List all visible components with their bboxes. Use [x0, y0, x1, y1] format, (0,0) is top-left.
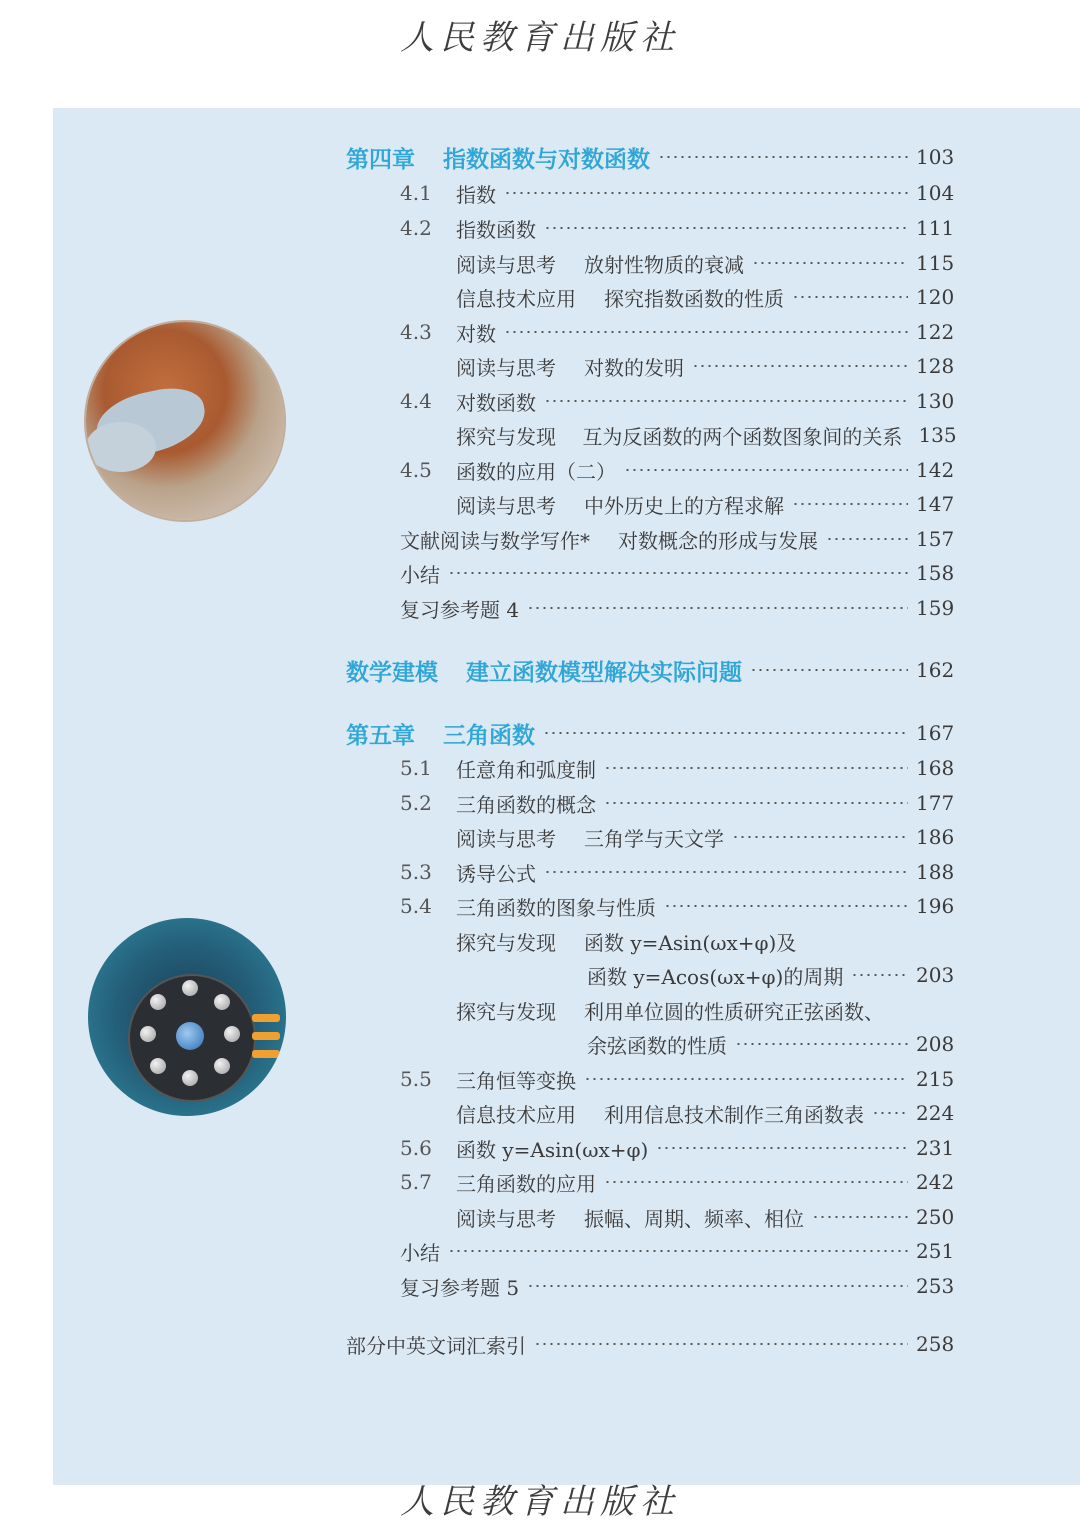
- dot-leader: [692, 365, 908, 367]
- section-number: 4.2: [400, 216, 432, 240]
- dot-leader: [544, 400, 908, 402]
- moon-phase-icon: [182, 1070, 198, 1086]
- toc-entry[interactable]: [400, 556, 960, 590]
- dot-leader: [826, 538, 908, 540]
- section-title: 函数的应用（二）: [456, 459, 616, 484]
- toc-entry[interactable]: [456, 993, 960, 1027]
- feature-label: 阅读与思考: [456, 252, 556, 277]
- toc-entry[interactable]: [587, 1027, 960, 1061]
- entry-title: 文献阅读与数学写作*: [400, 528, 590, 553]
- feature-title: 中外历史上的方程求解: [584, 493, 784, 518]
- feature-title: 利用单位圆的性质研究正弦函数、: [584, 999, 884, 1024]
- page-number: 104: [916, 181, 955, 205]
- dot-leader: [735, 1043, 908, 1045]
- toc-entry[interactable]: [400, 1062, 960, 1096]
- feature-label: 探究与发现: [456, 999, 556, 1024]
- page-number: 115: [916, 251, 955, 275]
- entry-title: 小结: [400, 562, 440, 587]
- sunlight-arrow-icon: [252, 1050, 280, 1058]
- section-title: 诱导公式: [456, 861, 536, 886]
- moon-phase-icon: [150, 1058, 166, 1074]
- chapter-title: 指数函数与对数函数: [443, 146, 650, 173]
- page-number: 111: [916, 216, 955, 240]
- dot-leader: [604, 767, 908, 769]
- chapter-number: 数学建模: [346, 659, 438, 686]
- feature-label: 探究与发现: [456, 930, 556, 955]
- moon-phase-icon: [182, 980, 198, 996]
- dot-leader: [604, 1181, 908, 1183]
- moon-phase-icon: [224, 1026, 240, 1042]
- section-number: 5.1: [400, 756, 432, 780]
- toc-entry[interactable]: [456, 820, 960, 854]
- page-number: 135: [918, 423, 957, 447]
- page-number: 203: [916, 963, 955, 987]
- moon-phase-icon: [214, 1058, 230, 1074]
- feature-title: 振幅、周期、频率、相位: [584, 1206, 804, 1231]
- entry-subtitle: 对数概念的形成与发展: [618, 528, 818, 553]
- toc-entry[interactable]: [400, 211, 960, 245]
- section-number: 4.4: [400, 389, 432, 413]
- dot-leader: [448, 572, 908, 574]
- feature-label: 信息技术应用: [456, 1102, 576, 1127]
- toc-entry[interactable]: [400, 1269, 960, 1303]
- chapter-title: 三角函数: [443, 722, 535, 749]
- page-number: 231: [916, 1136, 955, 1160]
- entry-title: 函数 y=Acos(ωx+φ)的周期: [587, 964, 844, 989]
- section-number: 5.5: [400, 1067, 432, 1091]
- dot-leader: [543, 732, 908, 734]
- dot-leader: [448, 1250, 908, 1252]
- page-number: 159: [916, 596, 955, 620]
- toc-entry[interactable]: [456, 924, 960, 958]
- entry-title: 复习参考题 5: [400, 1275, 520, 1300]
- toc-entry[interactable]: [400, 176, 960, 210]
- publisher-logo-bottom: 人民教育出版社: [400, 1482, 680, 1522]
- dot-leader: [534, 1343, 908, 1345]
- feature-title: 探究指数函数的性质: [604, 286, 784, 311]
- feature-label: 探究与发现: [456, 424, 556, 449]
- page-number: 188: [916, 860, 955, 884]
- page-number: 250: [916, 1205, 955, 1229]
- toc-entry[interactable]: [456, 246, 960, 280]
- page-number: 177: [916, 791, 955, 815]
- feature-label: 阅读与思考: [456, 493, 556, 518]
- page-number: 167: [916, 721, 955, 745]
- dot-leader: [544, 871, 908, 873]
- feature-title: 函数 y=Asin(ωx+φ)及: [584, 930, 797, 955]
- section-title: 三角函数的图象与性质: [456, 895, 656, 920]
- dot-leader: [504, 192, 908, 194]
- page-number: 168: [916, 756, 955, 780]
- toc-entry[interactable]: [456, 349, 960, 383]
- toc-entry[interactable]: [400, 786, 960, 820]
- section-number: 5.6: [400, 1136, 432, 1160]
- toc-entry[interactable]: [400, 591, 960, 625]
- toc-entry[interactable]: [456, 280, 960, 314]
- dot-leader: [544, 227, 908, 229]
- section-title: 函数 y=Asin(ωx+φ): [456, 1137, 649, 1162]
- publisher-logo-top: 人民教育出版社: [400, 18, 680, 58]
- page-number: 120: [916, 285, 955, 309]
- toc-entry[interactable]: [400, 384, 960, 418]
- section-title: 三角函数的应用: [456, 1171, 596, 1196]
- section-title: 任意角和弧度制: [456, 757, 596, 782]
- toc-entry[interactable]: [400, 1165, 960, 1199]
- toc-entry[interactable]: [400, 889, 960, 923]
- section-number: 4.5: [400, 458, 432, 482]
- dot-leader: [872, 1112, 908, 1114]
- moon-phase-icon: [150, 994, 166, 1010]
- toc-entry[interactable]: [400, 1131, 960, 1165]
- dot-leader: [752, 262, 908, 264]
- section-title: 指数: [456, 182, 496, 207]
- feature-label: 阅读与思考: [456, 355, 556, 380]
- toc-entry[interactable]: [400, 453, 960, 487]
- page-number: 128: [916, 354, 955, 378]
- dot-leader: [812, 1216, 908, 1218]
- section-title: 指数函数: [456, 217, 536, 242]
- entry-title: 余弦函数的性质: [587, 1033, 727, 1058]
- feature-label: 阅读与思考: [456, 1206, 556, 1231]
- dot-leader: [604, 802, 908, 804]
- dot-leader: [504, 331, 908, 333]
- toc-entry[interactable]: [456, 1096, 960, 1130]
- moon-phases-image: [88, 918, 286, 1116]
- page-number: 208: [916, 1032, 955, 1056]
- page-number: 215: [916, 1067, 955, 1091]
- dot-leader: [527, 607, 908, 609]
- toc-entry[interactable]: [400, 751, 960, 785]
- toc-entry[interactable]: [346, 653, 960, 687]
- page-number: 142: [916, 458, 955, 482]
- dot-leader: [792, 503, 908, 505]
- page-number: 103: [916, 145, 955, 169]
- section-number: 5.3: [400, 860, 432, 884]
- section-title: 对数: [456, 321, 496, 346]
- section-number: 4.1: [400, 181, 432, 205]
- feature-label: 阅读与思考: [456, 826, 556, 851]
- page-number: 224: [916, 1101, 955, 1125]
- page-number: 186: [916, 825, 955, 849]
- toc-entry[interactable]: [456, 487, 960, 521]
- moon-phase-icon: [140, 1026, 156, 1042]
- page-number: 196: [916, 894, 955, 918]
- sunlight-arrow-icon: [252, 1032, 280, 1040]
- toc-entry[interactable]: [400, 315, 960, 349]
- page-number: 147: [916, 492, 955, 516]
- dot-leader: [792, 296, 908, 298]
- page-number: 251: [916, 1239, 955, 1263]
- section-title: 三角恒等变换: [456, 1068, 576, 1093]
- page-number: 157: [916, 527, 955, 551]
- section-number: 5.4: [400, 894, 432, 918]
- toc-entry[interactable]: [346, 140, 960, 174]
- page-number: 158: [916, 561, 955, 585]
- moon-phase-icon: [214, 994, 230, 1010]
- page-number: 162: [916, 658, 955, 682]
- dot-leader: [624, 469, 908, 471]
- dot-leader: [527, 1285, 908, 1287]
- entry-title: 部分中英文词汇索引: [346, 1333, 526, 1358]
- page-number: 242: [916, 1170, 955, 1194]
- section-number: 5.7: [400, 1170, 432, 1194]
- toc-entry[interactable]: [456, 1200, 960, 1234]
- feature-title: 放射性物质的衰减: [584, 252, 744, 277]
- page-number: 122: [916, 320, 955, 344]
- feature-title: 三角学与天文学: [584, 826, 724, 851]
- dot-leader: [658, 156, 908, 158]
- entry-title: 小结: [400, 1240, 440, 1265]
- dot-leader: [656, 1147, 908, 1149]
- entry-title: 复习参考题 4: [400, 597, 520, 622]
- dot-leader: [584, 1078, 908, 1080]
- dot-leader: [732, 836, 908, 838]
- feature-title: 互为反函数的两个函数图象间的关系: [582, 424, 903, 449]
- dot-leader: [750, 669, 908, 671]
- feature-title: 利用信息技术制作三角函数表: [604, 1102, 864, 1127]
- toc-entry[interactable]: [400, 1234, 960, 1268]
- toc-entry[interactable]: [346, 716, 960, 750]
- dot-leader: [664, 905, 908, 907]
- section-title: 三角函数的概念: [456, 792, 596, 817]
- terrain-map-image: [86, 322, 284, 520]
- chapter-number: 第五章: [346, 722, 415, 749]
- lake-shape: [86, 422, 156, 472]
- page-number: 130: [916, 389, 955, 413]
- toc-entry[interactable]: [456, 418, 960, 452]
- page-number: 258: [916, 1332, 955, 1356]
- toc-entry[interactable]: [587, 958, 960, 992]
- feature-title: 对数的发明: [584, 355, 684, 380]
- chapter-title: 建立函数模型解决实际问题: [466, 659, 742, 686]
- toc-entry[interactable]: [400, 522, 960, 556]
- page-number: 253: [916, 1274, 955, 1298]
- toc-entry[interactable]: [400, 855, 960, 889]
- chapter-number: 第四章: [346, 146, 415, 173]
- dot-leader: [851, 974, 908, 976]
- section-number: 5.2: [400, 791, 432, 815]
- sunlight-arrow-icon: [252, 1014, 280, 1022]
- feature-label: 信息技术应用: [456, 286, 576, 311]
- earth-icon: [176, 1022, 204, 1050]
- section-title: 对数函数: [456, 390, 536, 415]
- section-number: 4.3: [400, 320, 432, 344]
- toc-entry[interactable]: [346, 1327, 960, 1361]
